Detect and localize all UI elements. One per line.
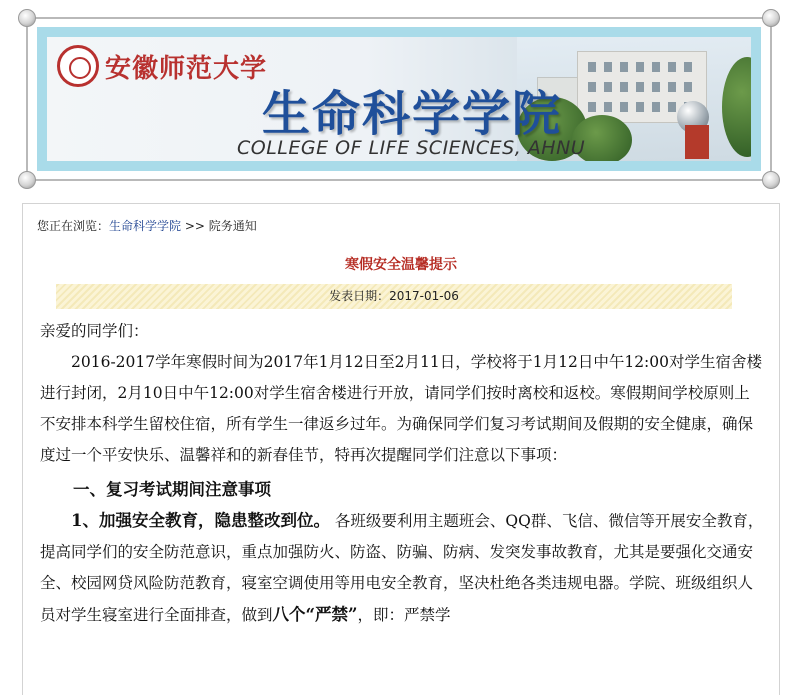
greeting: 亲爱的同学们： bbox=[40, 322, 149, 340]
frame-line-right bbox=[770, 19, 772, 179]
pin-icon bbox=[762, 171, 780, 189]
intro-paragraph: 2016-2017学年寒假时间为2017年1月12日至2月11日，学校将于1月12日中午12:00对学生宿舍楼进行封闭，2月10日中午12:00对学生宿舍楼进行开放，请同学们按时离校和返校。寒假期间学校原则上不安排本科学生留校住宿，所有学生一律返乡过年。为确保同学们复习考试期间及假期的安全健康，确保度过一个平安快乐、温馨祥和的新春佳节，特再次提醒同学们注意以下事项： bbox=[40, 353, 763, 464]
breadcrumb-home-link[interactable]: 生命科学学院 bbox=[109, 219, 182, 233]
college-title-cn: 生命科学学院 bbox=[262, 86, 563, 142]
banner-image bbox=[47, 37, 751, 161]
breadcrumb-section-link[interactable]: 院务通知 bbox=[208, 219, 257, 233]
item-tail: ，即：严禁学 bbox=[357, 606, 451, 624]
frame-line-left bbox=[26, 19, 28, 179]
article-title: 寒假安全温馨提示 bbox=[345, 257, 457, 273]
article-body bbox=[40, 316, 764, 631]
frame-line-top bbox=[28, 17, 770, 19]
breadcrumb bbox=[37, 217, 257, 234]
college-title-en: COLLEGE OF LIFE SCIENCES, AHNU bbox=[237, 137, 586, 159]
item-text: 各班级要利用主题班会、QQ群、飞信、微信等开展安全教育，提高同学们的安全防范意识，重点加强防火、防盗、防骗、防病、发突发事故教育，尤其是要强化交通安全、校园网贷风险防范教育，寝室空调使用等用电安全教育，坚决杜绝各类违规电器。学院、班级组织人员对学生寝室进行全面排查，做到 bbox=[40, 512, 764, 624]
article-container bbox=[22, 203, 780, 695]
publish-date: 发表日期：2017-01-06 bbox=[56, 284, 732, 309]
breadcrumb-prefix: 您正在浏览： bbox=[37, 219, 110, 233]
item-emphasis: 八个“严禁” bbox=[272, 605, 358, 624]
item-lead: 1、加强安全教育，隐患整改到位。 bbox=[71, 511, 330, 530]
section-heading: 一、复习考试期间注意事项 bbox=[73, 480, 271, 499]
pin-icon bbox=[18, 171, 36, 189]
university-name: 安徽师范大学 bbox=[105, 53, 268, 84]
header-banner bbox=[37, 27, 761, 171]
frame-line-bottom bbox=[28, 179, 770, 181]
university-logo[interactable] bbox=[57, 45, 267, 87]
item-paragraph bbox=[40, 505, 764, 631]
pin-icon bbox=[762, 9, 780, 27]
university-seal-icon bbox=[57, 45, 99, 87]
breadcrumb-separator: >> bbox=[181, 219, 209, 233]
header-banner-frame bbox=[18, 9, 780, 189]
pin-icon bbox=[18, 9, 36, 27]
